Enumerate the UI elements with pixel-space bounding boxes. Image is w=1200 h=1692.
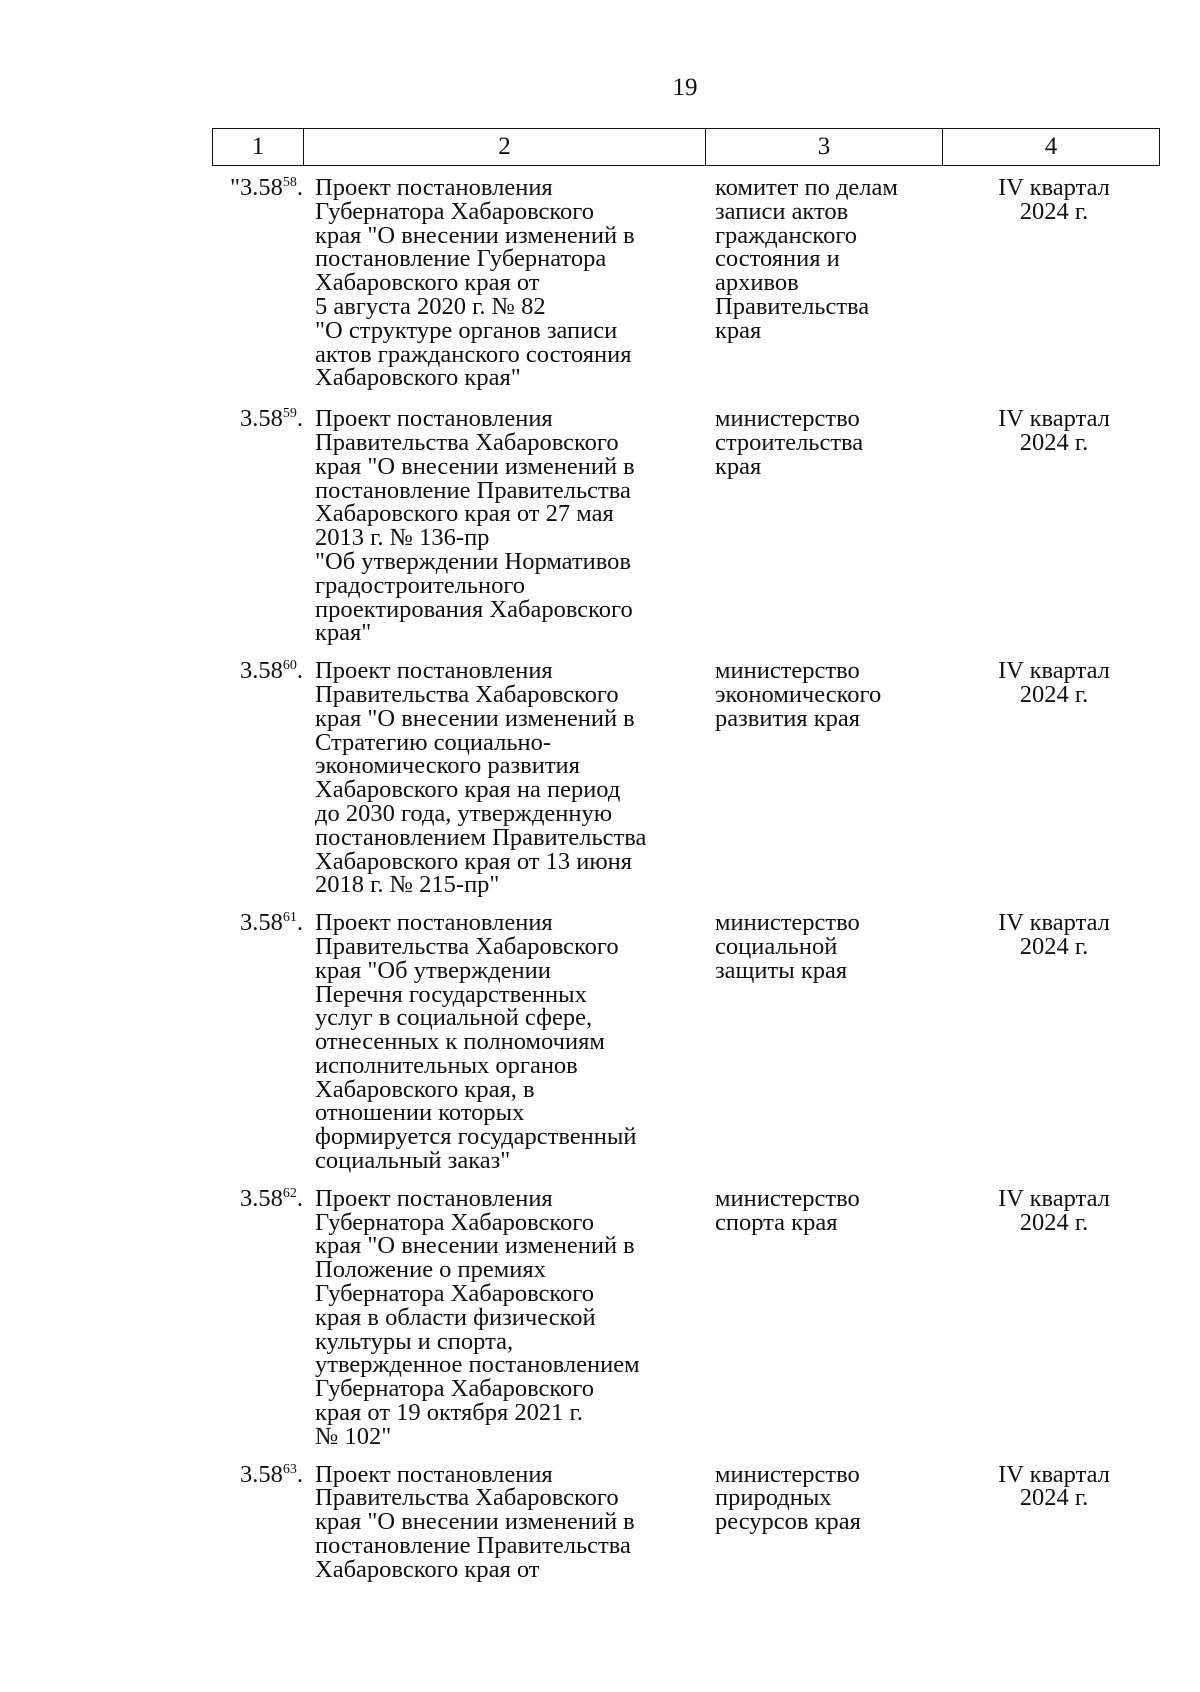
row-executor: министерство спорта края bbox=[715, 1184, 860, 1236]
page-number: 19 bbox=[672, 74, 698, 101]
table-row bbox=[212, 659, 1160, 897]
header-col-3: 3 bbox=[706, 129, 943, 165]
table-row bbox=[212, 407, 1160, 645]
row-number: 3.58$^{60}$. bbox=[240, 657, 303, 685]
row-title: Проект постановления Губернатора Хабаровского края "О внесении изменений в постановление Губернатора Хабаровского края от 5 августа 2020 г. № 82 "О структуре органов записи актов гражданского состояния Хабаровского края" bbox=[315, 174, 635, 392]
row-executor: министерство социальной защиты края bbox=[715, 909, 860, 984]
header-col-1: 1 bbox=[213, 129, 304, 165]
table-row bbox=[212, 1184, 1160, 1450]
row-deadline: IV квартал 2024 г. bbox=[998, 657, 1110, 708]
row-number: 3.58$^{59}$. bbox=[240, 405, 303, 433]
table-row bbox=[212, 1460, 1160, 1583]
table-header bbox=[212, 128, 1160, 166]
header-col-4: 4 bbox=[1044, 133, 1058, 160]
row-deadline: IV квартал 2024 г. bbox=[998, 174, 1110, 225]
row-number: 3.58$^{62}$. bbox=[240, 1184, 303, 1212]
row-executor: министерство строительства края bbox=[715, 405, 864, 480]
row-deadline: IV квартал 2024 г. bbox=[998, 405, 1110, 456]
header-col-2: 2 bbox=[304, 129, 706, 165]
row-title: Проект постановления Правительства Хабаровского края "О внесении изменений в Стратегию социально- экономического развития Хабаровского края на период до 2030 года, утвержденную постановлением Правительства Хабаровского края от 13 июня 2018 г. № 215-пр" bbox=[315, 657, 647, 899]
row-executor: министерство экономического развития края bbox=[715, 657, 882, 732]
row-number: 3.58$^{63}$. bbox=[240, 1460, 303, 1488]
table-row bbox=[212, 176, 1160, 390]
row-deadline: IV квартал 2024 г. bbox=[998, 1460, 1110, 1512]
row-deadline: IV квартал 2024 г. bbox=[998, 1184, 1110, 1236]
table-body bbox=[212, 176, 1160, 1597]
row-executor: министерство природных ресурсов края bbox=[715, 1460, 861, 1536]
row-title: Проект постановления Правительства Хабаровского края "Об утверждении Перечня государственных услуг в социальной сфере, отнесенных к полномочиям исполнительных органов Хабаровского края, в отношении которых формируется государственный социальный заказ" bbox=[315, 909, 637, 1175]
row-number: "3.58$^{58}$. bbox=[229, 174, 303, 201]
table-row bbox=[212, 911, 1160, 1173]
row-title: Проект постановления Губернатора Хабаровского края "О внесении изменений в Положение о премиях Губернатора Хабаровского края в области физической культуры и спорта, утвержденное постановлением Губернатора Хабаровского края от 19 октября 2021 г. № 102" bbox=[315, 1184, 640, 1450]
row-number: 3.58$^{61}$. bbox=[240, 909, 303, 937]
row-executor: комитет по делам записи актов гражданского состояния и архивов Правительства края bbox=[715, 174, 898, 344]
row-deadline: IV квартал 2024 г. bbox=[998, 909, 1110, 960]
row-title: Проект постановления Правительства Хабаровского края "О внесении изменений в постановление Правительства Хабаровского края от 27 мая 2013 г. № 136-пр "Об утверждении Нормативов градостроительного проектирования Хабаровского края" bbox=[315, 405, 635, 647]
row-title: Проект постановления Правительства Хабаровского края "О внесении изменений в постановление Правительства Хабаровского края от bbox=[315, 1460, 635, 1583]
